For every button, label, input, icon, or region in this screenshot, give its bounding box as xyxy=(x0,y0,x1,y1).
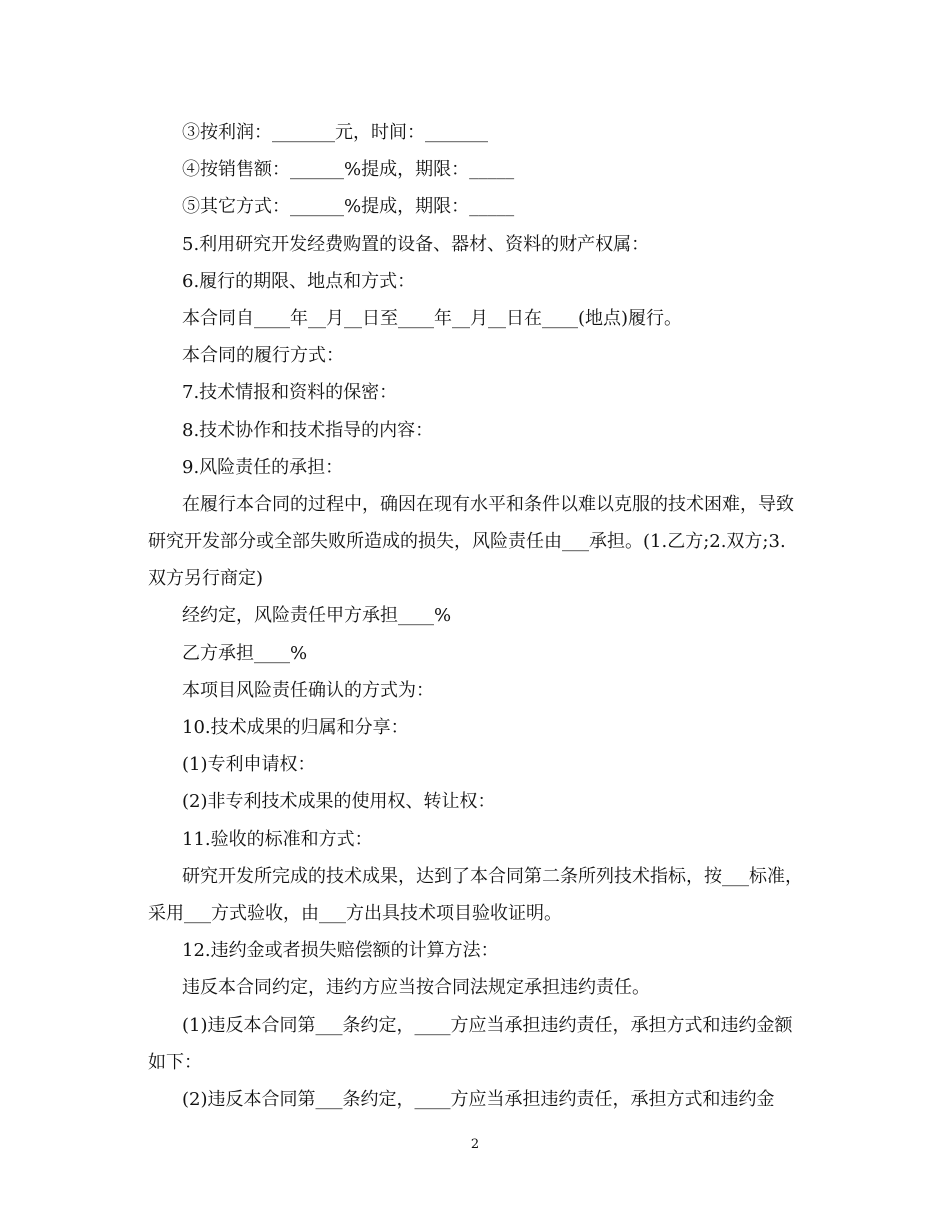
document-body xyxy=(148,114,803,1118)
clause-text: 经约定，风险责任甲方承担____% xyxy=(182,605,452,627)
clause-text: ⑤其它方式：______%提成，期限：_____ xyxy=(182,196,515,218)
clause-heading: 12.违约金或者损失赔偿额的计算方法： xyxy=(182,940,499,962)
clause-heading: 7.技术情报和资料的保密： xyxy=(182,382,398,404)
paragraph: 在履行本合同的过程中，确因在现有水平和条件以难以克服的技术困难，导致研究开发部分或全部失败所造成的损失，风险责任由___承担。(1.乙方;2.双方;3.双方另行商定) xyxy=(148,493,794,590)
page-number: 2 xyxy=(470,1137,480,1152)
clause-heading: 10.技术成果的归属和分享： xyxy=(182,717,409,739)
clause-text: ④按销售额：______%提成，期限：_____ xyxy=(182,159,515,181)
clause-text: 本项目风险责任确认的方式为： xyxy=(182,679,434,701)
clause-text: (2)违反本合同第___条约定，____方应当承担违约责任，承担方式和违约金 xyxy=(182,1088,775,1110)
paragraph: 研究开发所完成的技术成果，达到了本合同第二条所列技术指标，按___标准，采用___方式验收，由___方出具技术项目验收证明。 xyxy=(148,865,803,924)
clause-heading: 11.验收的标准和方式： xyxy=(182,828,373,850)
clause-heading: 8.技术协作和技术指导的内容： xyxy=(182,419,434,441)
clause-text: (1)专利申请权： xyxy=(182,754,316,776)
clause-heading: 5.利用研究开发经费购置的设备、器材、资料的财产权属： xyxy=(182,233,650,255)
clause-text: 违反本合同约定，违约方应当按合同法规定承担违约责任。 xyxy=(182,977,650,999)
clause-text: 乙方承担____% xyxy=(182,642,308,664)
paragraph: (1)违反本合同第___条约定，____方应当承担违约责任，承担方式和违约金额如下： xyxy=(148,1014,793,1073)
clause-text: (2)非专利技术成果的使用权、转让权： xyxy=(182,791,496,813)
clause-text: 本合同的履行方式： xyxy=(182,345,344,367)
clause-heading: 9.风险责任的承担： xyxy=(182,456,344,478)
clause-heading: 6.履行的期限、地点和方式： xyxy=(182,270,416,292)
clause-text: ③按利润：_______元，时间：_______ xyxy=(182,122,488,143)
clause-text: 本合同自____年__月__日至____年__月__日在____(地点)履行。 xyxy=(182,307,683,329)
